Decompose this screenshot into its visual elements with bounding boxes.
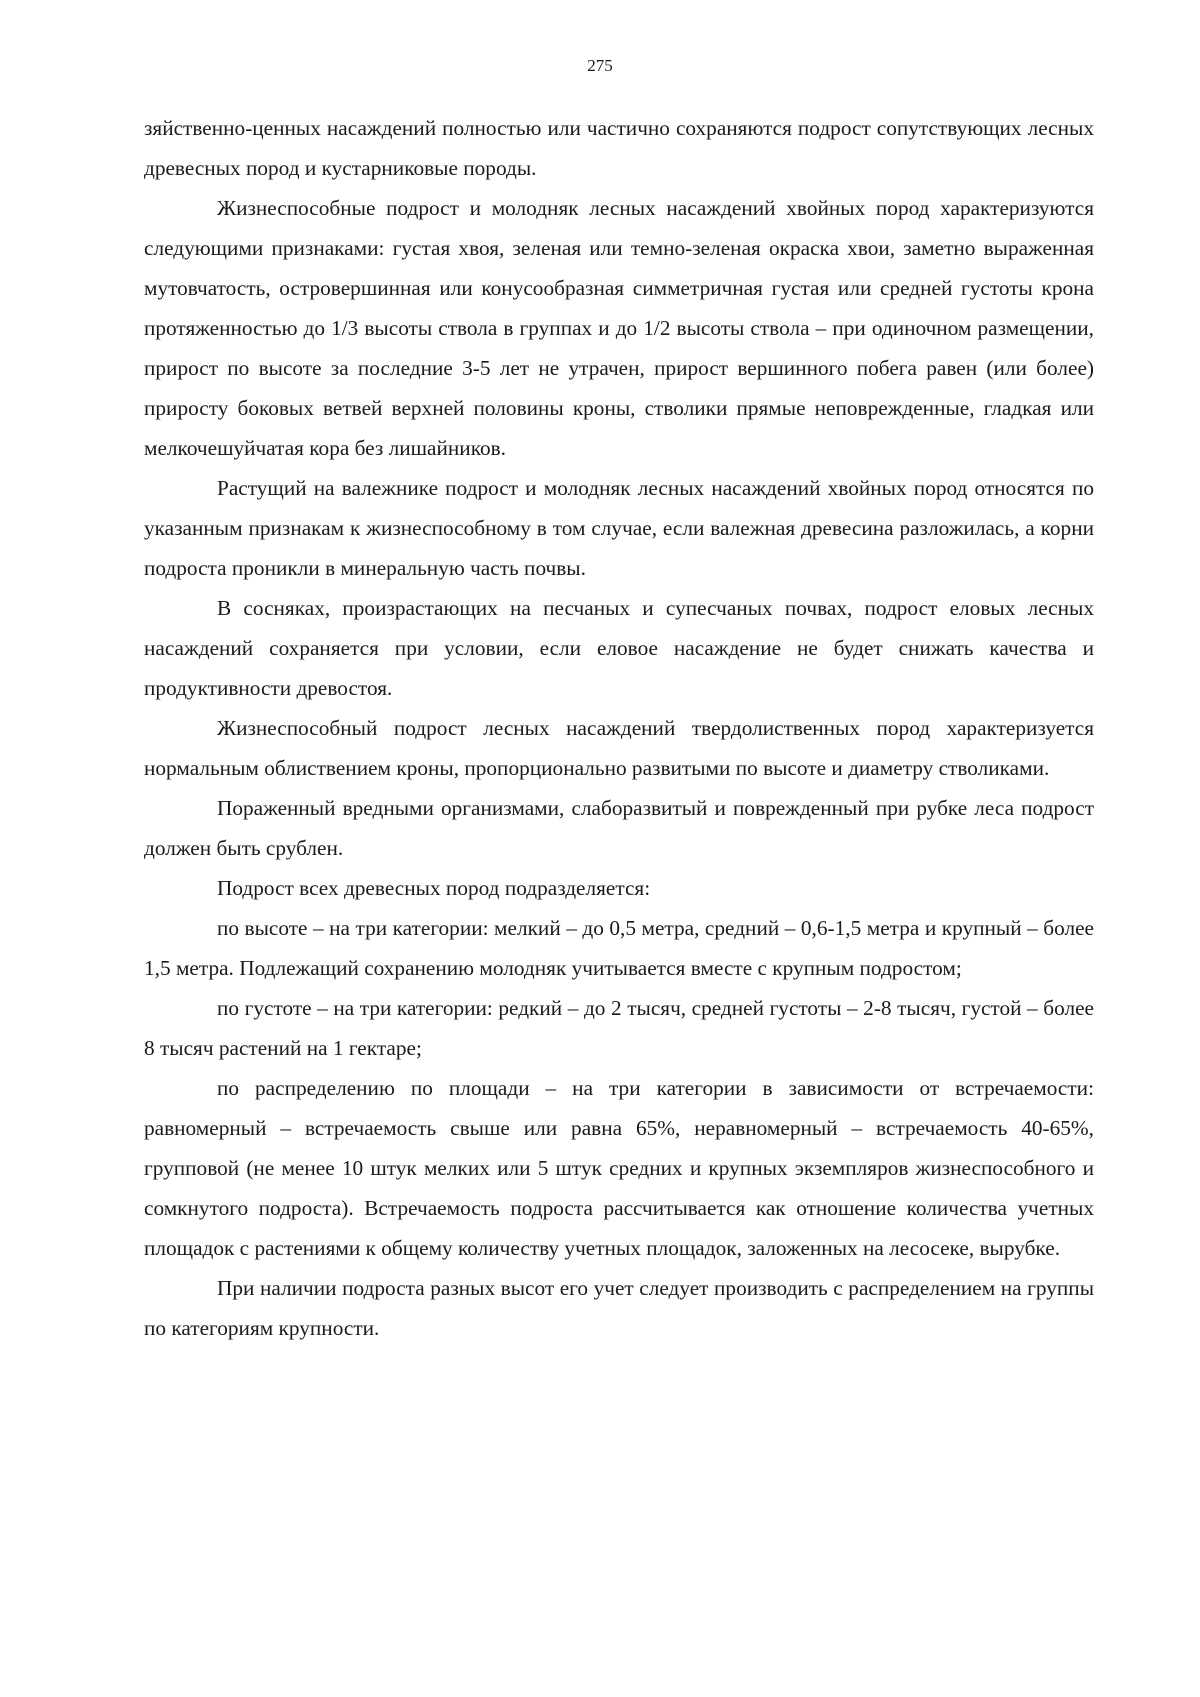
page-number: 275 bbox=[587, 56, 613, 75]
paragraph-damaged-undergrowth: Пораженный вредными организмами, слаборазвитый и поврежденный при рубке леса подрост должен быть срублен. bbox=[144, 796, 1094, 860]
paragraph-mixed-heights: При наличии подроста разных высот его учет следует производить с распределением на группы по категориям крупности. bbox=[144, 1276, 1094, 1340]
paragraph-by-distribution: по распределению по площади – на три категории в зависимости от встречаемости: равномерный – встречаемость свыше или равна 65%, неравномерный – встречаемость 40-65%, групповой (не менее 10 штук мелких или 5 штук средних и крупных экземпляров жизнеспособного и сомкнутого подроста). Встречаемость подроста рассчитывается как отношение количества учетных площадок с растениями к общему количеству учетных площадок, заложенных на лесосеке, вырубке. bbox=[144, 1076, 1094, 1260]
paragraph-by-height: по высоте – на три категории: мелкий – до 0,5 метра, средний – 0,6-1,5 метра и крупный – более 1,5 метра. Подлежащий сохранению молодняк учитывается вместе с крупным подростом; bbox=[144, 916, 1094, 980]
paragraph-pine-forests: В сосняках, произрастающих на песчаных и супесчаных почвах, подрост еловых лесных насаждений сохраняется при условии, если еловое насаждение не будет снижать качества и продуктивности древостоя. bbox=[144, 596, 1094, 700]
paragraph-continuation: зяйственно-ценных насаждений полностью или частично сохраняются подрост сопутствующих лесных древесных пород и кустарниковые породы. bbox=[144, 116, 1094, 180]
paragraph-hardwood-undergrowth: Жизнеспособный подрост лесных насаждений твердолиственных пород характеризуется нормальным облиствением кроны, пропорционально развитыми по высоте и диаметру стволиками. bbox=[144, 716, 1094, 780]
paragraph-by-density: по густоте – на три категории: редкий – до 2 тысяч, средней густоты – 2-8 тысяч, густой – более 8 тысяч растений на 1 гектаре; bbox=[144, 996, 1094, 1060]
paragraph-deadwood-undergrowth: Растущий на валежнике подрост и молодняк лесных насаждений хвойных пород относятся по указанным признакам к жизнеспособному в том случае, если валежная древесина разложилась, а корни подроста проникли в минеральную часть почвы. bbox=[144, 476, 1094, 580]
body-text bbox=[144, 108, 1094, 1348]
paragraph-viable-conifer-undergrowth: Жизнеспособные подрост и молодняк лесных насаждений хвойных пород характеризуются следующими признаками: густая хвоя, зеленая или темно-зеленая окраска хвои, заметно выраженная мутовчатость, островершинная или конусообразная симметричная густая или средней густоты крона протяженностью до 1/3 высоты ствола в группах и до 1/2 высоты ствола – при одиночном размещении, прирост по высоте за последние 3-5 лет не утрачен, прирост вершинного побега равен (или более) приросту боковых ветвей верхней половины кроны, стволики прямые неповрежденные, гладкая или мелкочешуйчатая кора без лишайников. bbox=[144, 196, 1094, 460]
paragraph-classification-intro: Подрост всех древесных пород подразделяется: bbox=[217, 876, 651, 900]
